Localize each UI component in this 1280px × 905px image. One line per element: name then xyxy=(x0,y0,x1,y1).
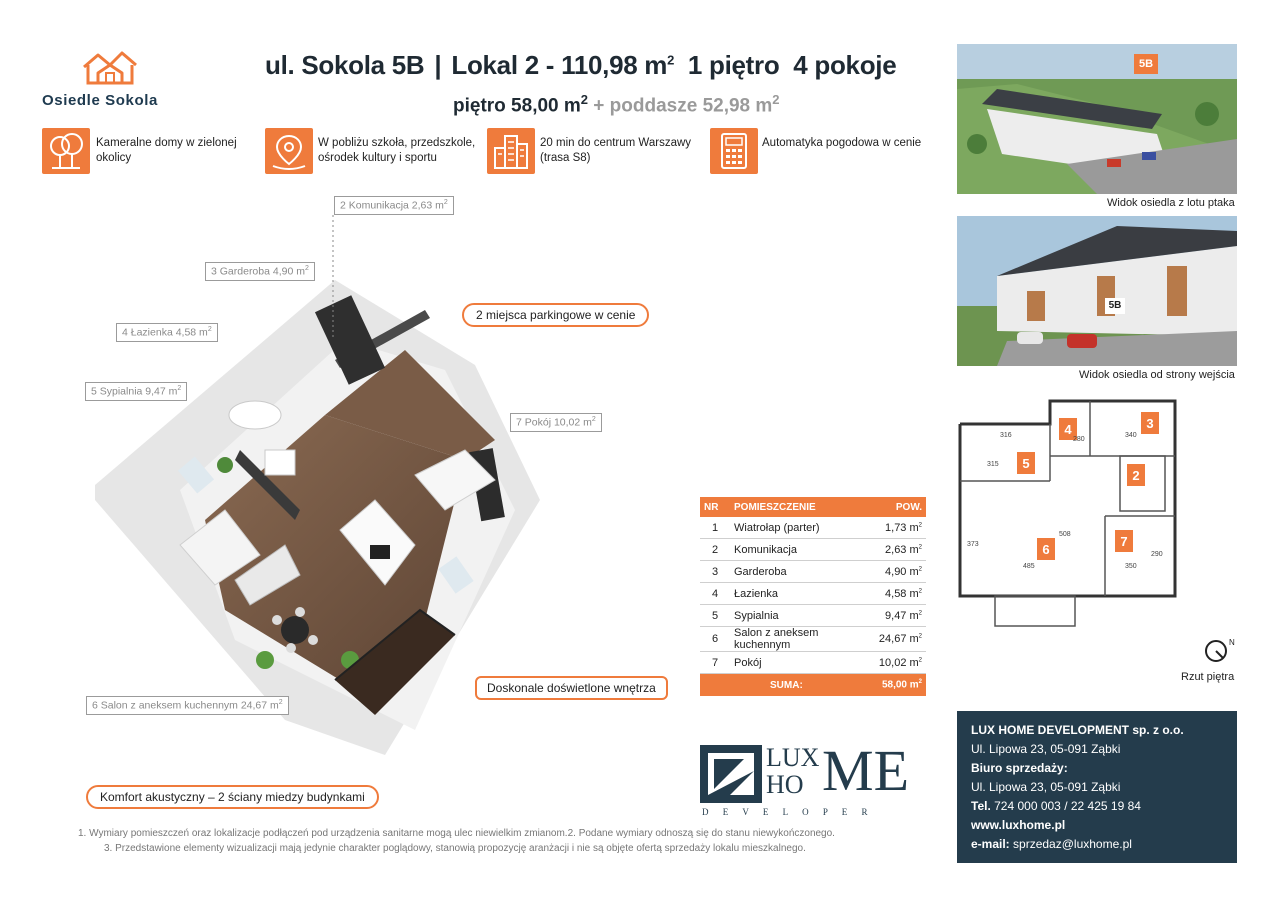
lux-big: ME xyxy=(822,738,909,803)
tree-icon xyxy=(42,128,90,174)
sum-label: SUMA: xyxy=(730,674,866,697)
unit: Lokal 2 xyxy=(451,50,539,80)
area-sup: 2 xyxy=(667,52,675,68)
floor-area-sup: 2 xyxy=(580,92,589,107)
callout-parking: 2 miejsca parkingowe w cenie xyxy=(462,303,649,327)
plan-num-7: 7 xyxy=(1120,534,1128,549)
photo-badge-mid: 5B xyxy=(1105,298,1125,314)
feature-text-4: Automatyka pogodowa w cenie xyxy=(762,137,922,149)
title-dash: - xyxy=(545,50,555,80)
email-line: e-mail: sprzedaz@luxhome.pl xyxy=(971,837,1132,851)
company-address: Ul. Lipowa 23, 05-091 Ząbki xyxy=(971,742,1121,756)
plan-dim-1: 316 xyxy=(1000,432,1012,439)
feature-text-3: 20 min do centrum Warszawy (trasa S8) xyxy=(540,137,692,164)
th-room: POMIESZCZENIE xyxy=(730,497,866,517)
plan-dim-8: 350 xyxy=(1125,563,1137,570)
table-sum-row: SUMA: 58,00 $m^2$ xyxy=(700,674,926,697)
total-area: 110,98 m xyxy=(561,50,668,80)
title-separator: | xyxy=(434,50,442,80)
phone-number[interactable]: 724 000 003 / 22 425 19 84 xyxy=(994,799,1141,813)
room-label-garderoba: 3 Garderoba 4,90 $m^2$ xyxy=(205,262,315,281)
plan-num-2: 2 xyxy=(1132,468,1140,483)
caption-entrance: Widok osiedla od strony wejścia xyxy=(1079,369,1235,381)
caption-plan: Rzut piętra xyxy=(1181,671,1235,683)
page-title xyxy=(265,50,896,81)
table-row: 2 Komunikacja 2,63 $m^2$ xyxy=(700,539,926,561)
email-link[interactable]: sprzedaz@luxhome.pl xyxy=(1013,837,1132,851)
th-nr: NR xyxy=(700,497,730,517)
street: ul. Sokola 5B xyxy=(265,50,425,80)
footnote-2: 3. Przedstawione elementy wizualizacji mają jedynie charakter poglądowy, stanowią propozycję aranżacji i nie są objęte ofertą sprzedaży lokalu mieszkalnego. xyxy=(104,843,806,854)
plan-dim-5: 508 xyxy=(1059,531,1071,538)
plan-dim-9: 290 xyxy=(1151,551,1163,558)
sales-office-address: Ul. Lipowa 23, 05-091 Ząbki xyxy=(971,780,1121,794)
th-area: POW. xyxy=(866,497,926,517)
room-label-sypialnia: 5 Sypialnia 9,47 $m^2$ xyxy=(85,382,187,401)
room-label-pokoj: 7 Pokój 10,02 $m^2$ xyxy=(510,413,602,432)
floor-plan-2d xyxy=(955,396,1185,632)
table-row: 5 Sypialnia 9,47 $m^2$ xyxy=(700,605,926,627)
calculator-icon xyxy=(710,128,758,174)
sum-value: 58,00 m xyxy=(881,679,919,691)
feature-text-1: Kameralne domy w zielonej okolicy xyxy=(96,137,237,164)
compass-n: N xyxy=(1229,638,1235,647)
callout-light: Doskonale doświetlone wnętrza xyxy=(475,676,668,700)
plan-dim-2: 340 xyxy=(1125,432,1137,439)
floor-area: piętro 58,00 m xyxy=(453,95,581,117)
lux-line2: HO xyxy=(766,770,804,799)
lux-logo-mark-icon xyxy=(700,745,762,803)
plan-dim-4: 315 xyxy=(987,461,999,468)
footnote-1: 1. Wymiary pomieszczeń oraz lokalizacje podłączeń pod urządzenia sanitarne mogą ulec niewielkim zmianom.2. Podane wymiary odnoszą się do stanu niewykończonego. xyxy=(78,828,835,839)
lux-home-developer-logo xyxy=(700,738,926,821)
photo-badge-top: 5B xyxy=(1134,54,1158,74)
table-row: 4 Łazienka 4,58 $m^2$ xyxy=(700,583,926,605)
table-row: 6 Salon z aneksem kuchennym 24,67 $m^2$ xyxy=(700,627,926,652)
sales-office-label: Biuro sprzedaży: xyxy=(971,761,1068,775)
table-row: 7 Pokój 10,02 $m^2$ xyxy=(700,652,926,674)
city-buildings-icon xyxy=(487,128,535,174)
table-row: 3 Garderoba 4,90 $m^2$ xyxy=(700,561,926,583)
lux-tagline: D E V E L O P E R xyxy=(702,807,874,817)
caption-aerial: Widok osiedla z lotu ptaka xyxy=(1107,197,1235,209)
logo-text: Osiedle Sokola xyxy=(42,92,158,109)
attic-area: + poddasze 52,98 m xyxy=(593,95,773,117)
rooms-table xyxy=(700,497,926,696)
contact-box xyxy=(957,711,1237,863)
room-label-salon: 6 Salon z aneksem kuchennym 24,67 $m^2$ xyxy=(86,696,289,715)
entrance-photo xyxy=(957,216,1237,366)
lux-line1: LUX xyxy=(766,743,820,772)
room-label-komunikacja: 2 Komunikacja 2,63 $m^2$ xyxy=(334,196,454,215)
table-row: 1 Wiatrołap (parter) 1,73 $m^2$ xyxy=(700,517,926,539)
floor: 1 piętro xyxy=(687,50,780,80)
plan-dim-3: 280 xyxy=(1073,436,1085,443)
plan-dim-6: 373 xyxy=(967,541,979,548)
room-label-lazienka: 4 Łazienka 4,58 $m^2$ xyxy=(116,323,218,342)
osiedle-sokola-logo-icon xyxy=(80,45,140,87)
aerial-photo xyxy=(957,44,1237,194)
plan-dim-7: 485 xyxy=(1023,563,1035,570)
plan-num-5: 5 xyxy=(1022,456,1030,471)
company-name: LUX HOME DEVELOPMENT sp. z o.o. xyxy=(971,723,1184,737)
plan-num-6: 6 xyxy=(1042,542,1050,557)
phone-line: Tel. 724 000 003 / 22 425 19 84 xyxy=(971,799,1141,813)
callout-acoustic: Komfort akustyczny – 2 ściany miedzy budynkami xyxy=(86,785,379,809)
location-pin-icon xyxy=(265,128,313,174)
page-subtitle xyxy=(453,92,780,117)
plan-num-3: 3 xyxy=(1146,416,1154,431)
website-link[interactable]: www.luxhome.pl xyxy=(971,818,1066,832)
attic-area-sup: 2 xyxy=(772,92,780,107)
feature-text-2: W pobliżu szkoła, przedszkole, ośrodek kultury i sportu xyxy=(318,137,476,164)
plan-num-4: 4 xyxy=(1064,422,1072,437)
rooms-count: 4 pokoje xyxy=(793,50,897,80)
